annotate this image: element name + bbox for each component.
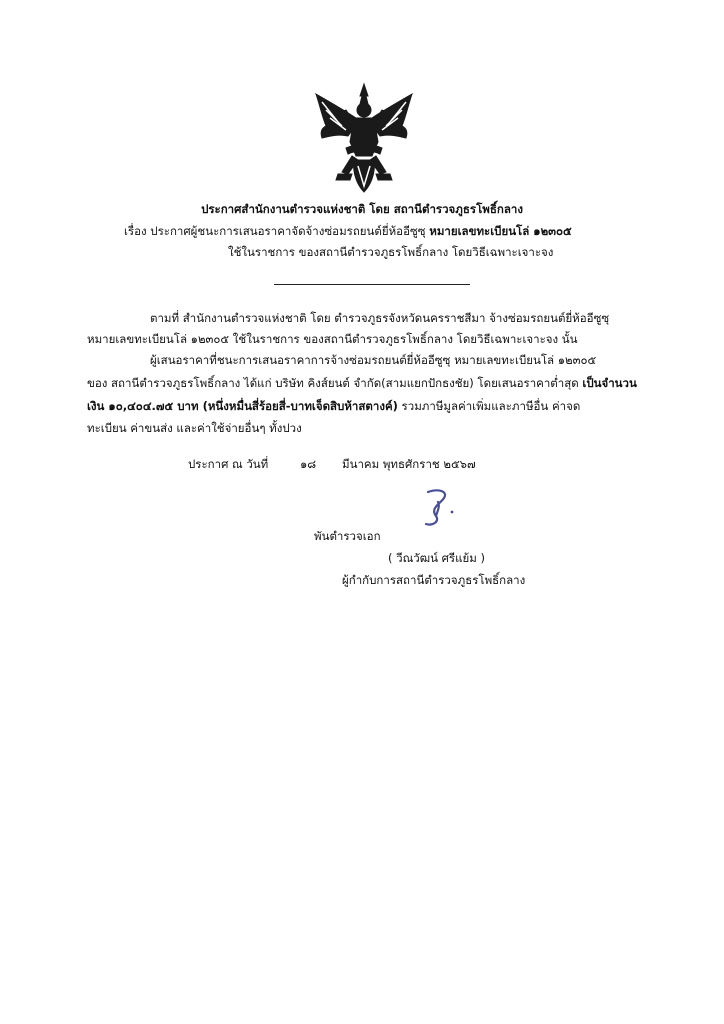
garuda-emblem-icon bbox=[308, 82, 420, 194]
amount-label: เป็นจำนวน bbox=[582, 376, 637, 390]
subject-text: เรื่อง ประกาศผู้ชนะการเสนอราคาจัดจ้างซ่อมรถยนต์ยี่ห้ออีซูซุ bbox=[124, 224, 430, 238]
signer-position: ผู้กำกับการสถานีตำรวจภูธรโพธิ์กลาง bbox=[342, 573, 526, 587]
paragraph-2-line-1: ผู้เสนอราคาที่ชนะการเสนอราคาการจ้างซ่อมรถยนต์ยี่ห้ออีซูซุ หมายเลขทะเบียนโล่ ๑๒๓๐๕ bbox=[150, 353, 597, 367]
paragraph-1-line-1: ตามที่ สำนักงานตำรวจแห่งชาติ โดย ตำรวจภูธรจังหวัดนครราชสีมา จ้างซ่อมรถยนต์ยี่ห้ออีซูซุ bbox=[150, 311, 610, 325]
page-title: ประกาศสำนักงานตำรวจแห่งชาติ โดย สถานีตำรวจภูธรโพธิ์กลาง bbox=[201, 202, 523, 216]
subject-plate: หมายเลขทะเบียนโล่ ๑๒๓๐๕ bbox=[429, 224, 572, 238]
signer-name: ( วีณวัฒน์ ศรีแย้ม ) bbox=[388, 551, 485, 565]
title-divider bbox=[274, 284, 470, 285]
announce-month-year: มีนาคม พุทธศักราช ๒๕๖๗ bbox=[342, 457, 476, 471]
tax-text: รวมภาษีมูลค่าเพิ่มและภาษีอื่น ค่าจด bbox=[397, 399, 581, 413]
paragraph-2-line-2 bbox=[87, 374, 637, 392]
announce-prefix: ประกาศ ณ วันที่ bbox=[188, 457, 269, 471]
signer-rank: พันตำรวจเอก bbox=[314, 529, 381, 543]
amount-value: เงิน ๑๐,๔๐๔.๗๕ บาท (หนึ่งหมื่นสี่ร้อยสี่-บาทเจ็ดสิบห้าสตางค์) bbox=[87, 399, 398, 413]
subject-line-2: ใช้ในราชการ ของสถานีตำรวจภูธรโพธิ์กลาง โดยวิธีเฉพาะเจาะจง bbox=[228, 245, 554, 259]
winner-text: ของ สถานีตำรวจภูธรโพธิ์กลาง ได้แก่ บริษัท คิงส์ยนต์ จำกัด(สามแยกปักธงชัย) โดยเสนอราคาต่ำสุด bbox=[87, 376, 583, 390]
announce-day: ๑๘ bbox=[300, 457, 317, 471]
subject-line bbox=[124, 222, 572, 240]
paragraph-1-line-2: หมายเลขทะเบียนโล่ ๑๒๓๐๕ ใช้ในราชการ ของสถานีตำรวจภูธรโพธิ์กลาง โดยวิธีเฉพาะเจาะจง นั้น bbox=[87, 332, 578, 346]
paragraph-2-line-3 bbox=[87, 397, 580, 415]
paragraph-2-line-4: ทะเบียน ค่าขนส่ง และค่าใช้จ่ายอื่นๆ ทั้งปวง bbox=[87, 421, 302, 435]
handwritten-signature bbox=[418, 486, 468, 530]
